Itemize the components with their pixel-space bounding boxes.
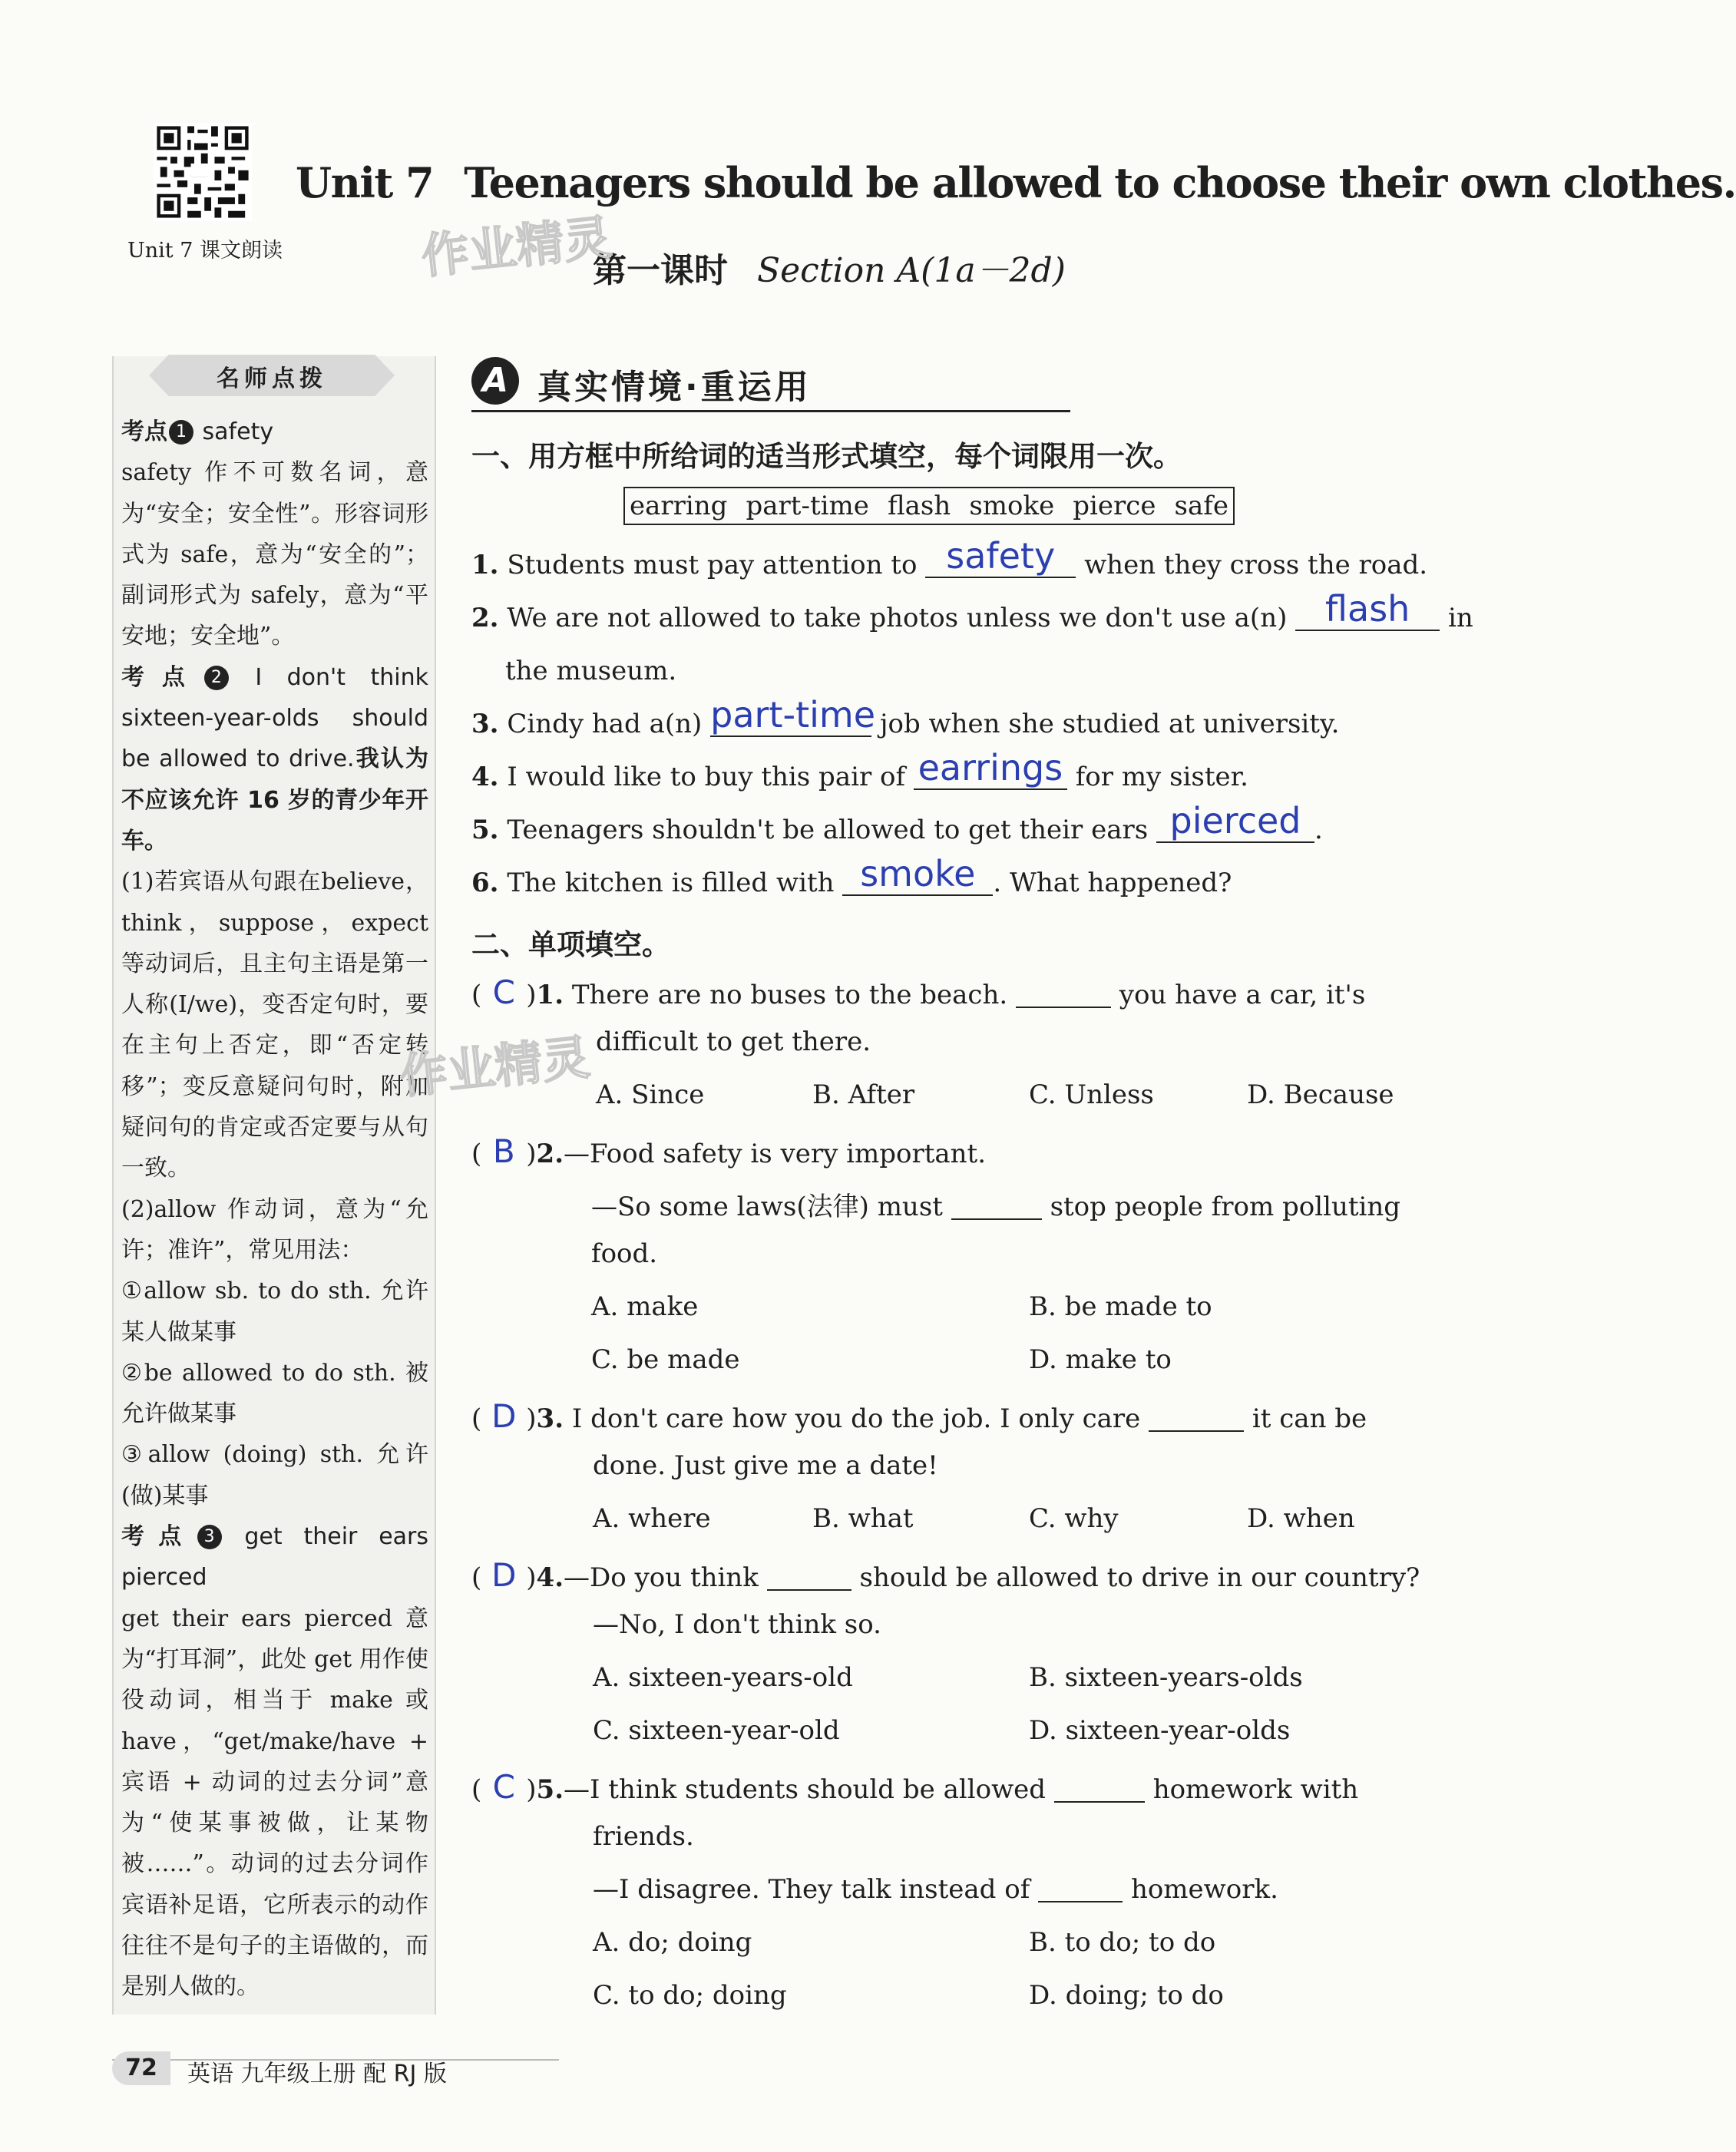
handwritten-answer: safety: [946, 535, 1056, 577]
mc-answer[interactable]: D: [491, 1556, 517, 1594]
mc-answer[interactable]: C: [492, 974, 515, 1011]
mc-question-5-line3: —I disagree. They talk instead of homework.: [593, 1874, 1278, 1905]
mc-question-4: ( D )4.—Do you think should be allowed to drive in our country?: [471, 1556, 1420, 1594]
mc-question-2-line2: —So some laws(法律) must stop people from polluting: [591, 1192, 1401, 1222]
mc-answer[interactable]: C: [492, 1768, 515, 1806]
part1-heading: 一、用方框中所给词的适当形式填空，每个词限用一次。: [471, 440, 1182, 473]
answer-blank[interactable]: [951, 1192, 1042, 1220]
mc5-option-d[interactable]: D. doing; to do: [1029, 1980, 1224, 2011]
mc5-option-a[interactable]: A. do; doing: [593, 1927, 752, 1958]
mc-question-3-cont: done. Just give me a date!: [593, 1450, 938, 1481]
word-box-item: smoke: [969, 491, 1055, 521]
lesson-number: 第一课时: [593, 251, 728, 290]
word-box-item: part-time: [746, 491, 869, 521]
watermark: 作业精灵: [418, 209, 614, 285]
mc-question-1: ( C )1. There are no buses to the beach. you have a car, it's: [471, 974, 1366, 1011]
section-label: Section A(1a－2d): [757, 251, 1066, 290]
mc3-option-a[interactable]: A. where: [593, 1503, 711, 1534]
answer-blank[interactable]: [1038, 1875, 1123, 1902]
footer-book-info: 英语 九年级上册 配 RJ 版: [187, 2061, 447, 2088]
mc-question-4-cont: —No, I don't think so.: [593, 1609, 881, 1640]
mc-answer[interactable]: B: [492, 1132, 515, 1170]
word-box-item: safe: [1174, 491, 1228, 521]
handwritten-answer: smoke: [860, 853, 976, 894]
mc2-option-d[interactable]: D. make to: [1029, 1344, 1172, 1375]
mc4-option-d[interactable]: D. sixteen-year-olds: [1029, 1715, 1291, 1746]
section-a-icon: A: [471, 357, 519, 405]
part2-heading: 二、单项填空。: [471, 928, 670, 961]
unit-title: [296, 158, 1736, 207]
unit-title-text: Teenagers should be allowed to choose their own clothes.: [464, 158, 1736, 207]
answer-blank[interactable]: [1054, 1775, 1145, 1803]
lesson-subtitle: [593, 243, 1066, 292]
answer-blank[interactable]: [767, 1563, 851, 1591]
qr-label: Unit 7 课文朗读: [127, 239, 283, 263]
mc-question-5: ( C )5.—I think students should be allowed homework with: [471, 1768, 1359, 1806]
qr-code-icon[interactable]: [154, 123, 252, 221]
fill-question-4: 4. I would like to buy this pair of earrings for my sister.: [471, 747, 1248, 792]
usage-3: ③allow (doing) sth. 允许(做)某事: [121, 1441, 428, 1509]
mc4-option-b[interactable]: B. sixteen-years-olds: [1029, 1662, 1303, 1693]
word-box-item: earring: [630, 491, 728, 521]
mc4-option-c[interactable]: C. sixteen-year-old: [593, 1715, 840, 1746]
fill-question-3: 3. Cindy had a(n) part-time job when she studied at university.: [471, 694, 1340, 739]
mc4-option-a[interactable]: A. sixteen-years-old: [593, 1662, 853, 1693]
mc-question-5-line2: friends.: [593, 1821, 694, 1852]
mc1-option-d[interactable]: D. Because: [1247, 1079, 1394, 1110]
answer-blank[interactable]: [914, 747, 1067, 790]
mc-answer[interactable]: D: [491, 1397, 517, 1435]
key-point-3-text: get their ears pierced 意为“打耳洞”，此处 get 用作使役动词，相当于 make 或 have，“get/make/have + 宾语 + 动词的过去分词”意为“使某事被做，让某物被……”。动词的过去分词作宾语补足语，它所表示的动作往往不是句子的主语做的，而是别人做的。: [121, 1605, 428, 2001]
number-3-icon: 3: [197, 1525, 222, 1549]
answer-blank[interactable]: [1149, 1404, 1244, 1432]
mc5-option-c[interactable]: C. to do; doing: [593, 1980, 787, 2011]
key-point-3: 考点 3 get their ears pierced: [121, 1523, 428, 1592]
sidebar-content: [121, 412, 428, 2008]
answer-blank[interactable]: [710, 694, 876, 737]
section-divider: [471, 410, 1070, 412]
mc-question-2: ( B )2.—Food safety is very important.: [471, 1132, 987, 1170]
mc3-option-b[interactable]: B. what: [812, 1503, 914, 1534]
word-box-item: pierce: [1073, 491, 1156, 521]
word-box: [623, 487, 1235, 525]
answer-blank[interactable]: [1016, 980, 1111, 1008]
mc2-option-b[interactable]: B. be made to: [1029, 1291, 1212, 1322]
key-point-2-p2: (2)allow 作动词，意为“允许；准许”，常见用法：: [121, 1195, 428, 1264]
section-title: 真实情境·重运用: [537, 368, 812, 407]
mc3-option-c[interactable]: C. why: [1029, 1503, 1119, 1534]
sidebar-heading: 名师点拨: [217, 365, 327, 392]
fill-question-2-cont: the museum.: [505, 656, 677, 686]
mc2-option-a[interactable]: A. make: [591, 1291, 699, 1322]
answer-blank[interactable]: [1156, 800, 1314, 843]
key-point-2-p1: (1)若宾语从句跟在believe，think，suppose，expect 等动词后，且主句主语是第一人称(I/we)，变否定句时，要在主句上否定，即“否定转移”；变反意疑问句时，附加疑问句的肯定或否定要与从句一致。: [121, 868, 428, 1182]
mc-question-3: ( D )3. I don't care how you do the job. I only care it can be: [471, 1397, 1367, 1435]
number-2-icon: 2: [204, 666, 229, 690]
handwritten-answer: part-time: [710, 694, 876, 736]
word-box-item: flash: [887, 491, 951, 521]
handwritten-answer: flash: [1325, 588, 1410, 630]
mc1-option-b[interactable]: B. After: [812, 1079, 915, 1110]
mc1-option-a[interactable]: A. Since: [596, 1079, 705, 1110]
mc3-option-d[interactable]: D. when: [1247, 1503, 1355, 1534]
key-point-1-text: safety 作不可数名词，意为“安全；安全性”。形容词形式为 safe，意为“安全的”；副词形式为 safely，意为“平安地；安全地”。: [121, 459, 428, 650]
unit-number: Unit 7: [296, 158, 434, 207]
mc1-option-c[interactable]: C. Unless: [1029, 1079, 1154, 1110]
key-point-1: 考点 1 safety: [121, 418, 274, 445]
mc-question-2-line3: food.: [591, 1238, 658, 1269]
key-point-2: 考点 2 I don't think sixteen-year-olds should be allowed to drive.我认为不应该允许 16 岁的青少年开车。: [121, 663, 428, 855]
handwritten-answer: earrings: [918, 747, 1063, 788]
number-1-icon: 1: [169, 420, 193, 445]
mc-question-1-cont: difficult to get there.: [596, 1026, 871, 1057]
usage-1: ①allow sb. to do sth. 允许某人做某事: [121, 1278, 428, 1346]
watermark: 作业精灵: [397, 1029, 593, 1105]
answer-blank[interactable]: [925, 535, 1076, 578]
page-number: 72: [112, 2051, 170, 2085]
answer-blank[interactable]: [842, 853, 993, 896]
fill-question-2: 2. We are not allowed to take photos unless we don't use a(n) flash in: [471, 588, 1473, 633]
handwritten-answer: pierced: [1169, 800, 1301, 841]
fill-question-1: 1. Students must pay attention to safety when they cross the road.: [471, 535, 1428, 580]
fill-question-6: 6. The kitchen is filled with smoke . What happened?: [471, 853, 1232, 898]
mc5-option-b[interactable]: B. to do; to do: [1029, 1927, 1216, 1958]
fill-question-5: 5. Teenagers shouldn't be allowed to get their ears pierced .: [471, 800, 1323, 845]
mc2-option-c[interactable]: C. be made: [591, 1344, 740, 1375]
usage-2: ②be allowed to do sth. 被允许做某事: [121, 1359, 428, 1428]
answer-blank[interactable]: [1295, 588, 1440, 631]
